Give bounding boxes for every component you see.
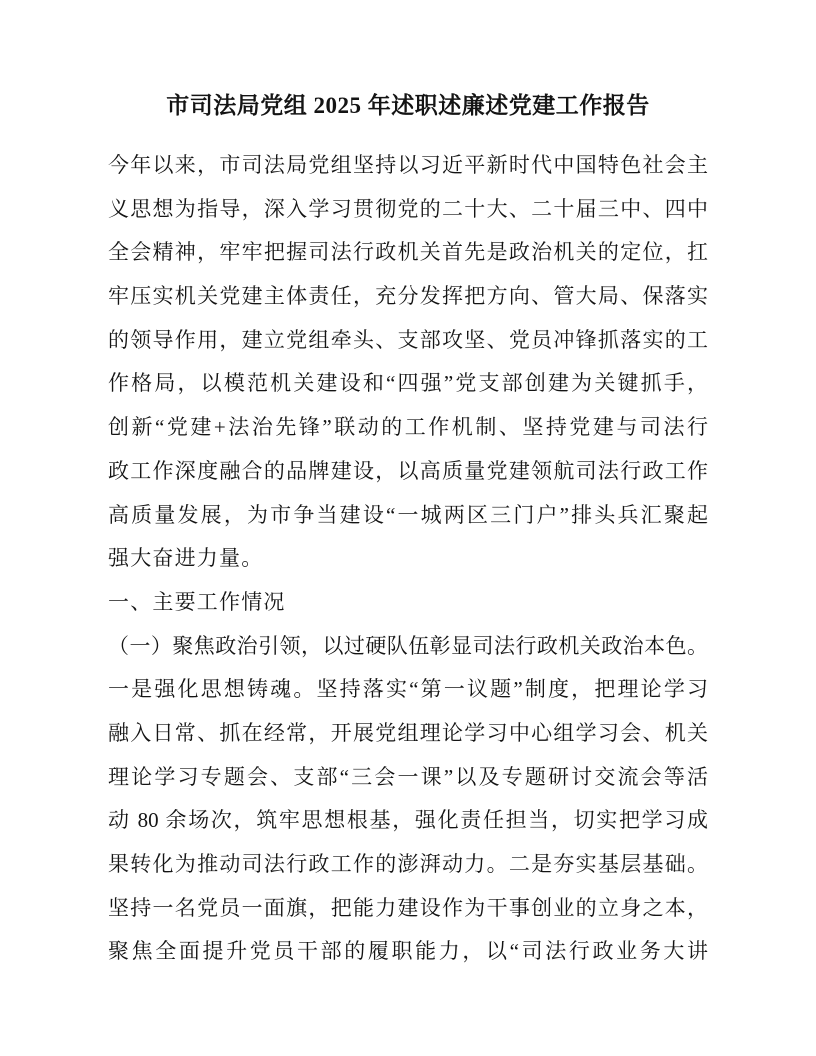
intro-paragraph — [108, 144, 708, 581]
intro-line-2: 义思想为指导，深入学习贯彻党的二十大、二十届三中、四中 — [108, 196, 708, 221]
intro-line-1: 今年以来，市司法局党组坚持以习近平新时代中国特色社会主 — [108, 153, 708, 177]
intro-line-8: 政工作深度融合的品牌建设，以高质量党建领航司法行政工作 — [108, 458, 708, 483]
section-1-line-1: （一）聚焦政治引领，以过硬队伍彰显司法行政机关政治本色。 — [108, 633, 708, 658]
section-1-heading: 一、主要工作情况 — [108, 589, 286, 614]
section-1-line-3: 融入日常、抓在经常，开展党组理论学习中心组学习会、机关 — [108, 720, 708, 745]
intro-line-10: 强大奋进力量。 — [108, 546, 264, 571]
intro-line-9: 高质量发展，为市争当建设“一城两区三门户”排头兵汇聚起 — [108, 502, 708, 527]
section-1-paragraph — [108, 625, 708, 975]
intro-line-7: 创新“党建+法治先锋”联动的工作机制、坚持党建与司法行 — [108, 415, 708, 440]
section-1-line-5: 动 80 余场次，筑牢思想根基，强化责任担当，切实把学习成 — [108, 808, 708, 833]
section-1-line-4: 理论学习专题会、支部“三会一课”以及专题研讨交流会等活 — [108, 764, 708, 789]
intro-line-5: 的领导作用，建立党组牵头、支部攻坚、党员冲锋抓落实的工 — [108, 327, 708, 352]
intro-line-3: 全会精神，牢牢把握司法行政机关首先是政治机关的定位，扛 — [108, 240, 708, 265]
section-1-line-8: 聚焦全面提升党员干部的履职能力，以“司法行政业务大讲 — [108, 939, 708, 964]
section-1-line-2: 一是强化思想铸魂。坚持落实“第一议题”制度，把理论学习 — [108, 677, 708, 702]
document-title: 市司法局党组 2025 年述职述廉述党建工作报告 — [166, 93, 650, 118]
section-1-line-7: 坚持一名党员一面旗，把能力建设作为干事创业的立身之本， — [108, 895, 708, 920]
section-1-line-6: 果转化为推动司法行政工作的澎湃动力。二是夯实基层基础。 — [108, 852, 708, 876]
intro-line-4: 牢压实机关党建主体责任，充分发挥把方向、管大局、保落实 — [108, 284, 708, 309]
intro-line-6: 作格局，以模范机关建设和“四强”党支部创建为关键抓手， — [108, 371, 708, 396]
